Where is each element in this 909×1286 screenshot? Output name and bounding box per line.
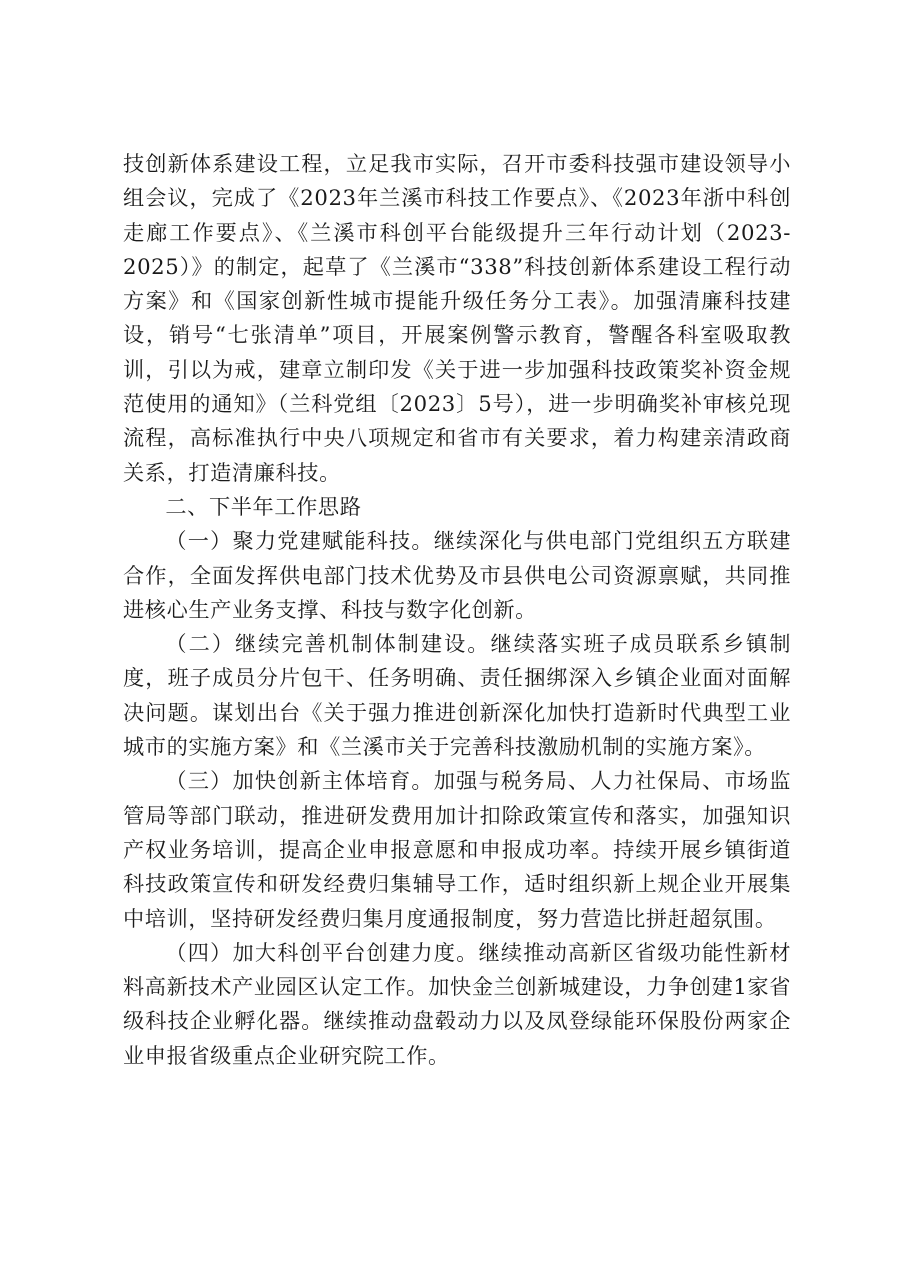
document-page <box>123 147 791 1073</box>
body-paragraph: （四）加大科创平台创建力度。继续推动高新区省级功能性新材料高新技术产业园区认定工作。加快金兰创新城建设，力争创建1家省级科技企业孵化器。继续推动盘毂动力以及凤登绿能环保股份两家企业申报省级重点企业研究院工作。 <box>123 939 791 1068</box>
section-heading: 二、下半年工作思路 <box>165 493 362 519</box>
body-paragraph: （二）继续完善机制体制建设。继续落实班子成员联系乡镇制度，班子成员分片包干、任务明确、责任捆绑深入乡镇企业面对面解决问题。谋划出台《关于强力推进创新深化加快打造新时代典型工业城市的实施方案》和《兰溪市关于完善科技激励机制的实施方案》。 <box>123 631 791 760</box>
body-paragraph: （一）聚力党建赋能科技。继续深化与供电部门党组织五方联建合作，全面发挥供电部门技术优势及市县供电公司资源禀赋，共同推进核心生产业务支撑、科技与数字化创新。 <box>123 528 791 622</box>
body-paragraph: （三）加快创新主体培育。加强与税务局、人力社保局、市场监管局等部门联动，推进研发费用加计扣除政策宣传和落实，加强知识产权业务培训，提高企业申报意愿和申报成功率。持续开展乡镇街道科技政策宣传和研发经费归集辅导工作，适时组织新上规企业开展集中培训，坚持研发经费归集月度通报制度，努力营造比拼赶超氛围。 <box>123 768 791 931</box>
body-paragraph: 技创新体系建设工程，立足我市实际，召开市委科技强市建设领导小组会议，完成了《2023年兰溪市科技工作要点》、《2023年浙中科创走廊工作要点》、《兰溪市科创平台能级提升三年行动计划（2023-2025）》的制定，起草了《兰溪市“338”科技创新体系建设工程行动方案》和《国家创新性城市提能升级任务分工表》。加强清廉科技建设，销号“七张清单”项目，开展案例警示教育，警醒各科室吸取教训，引以为戒，建章立制印发《关于进一步加强科技政策奖补资金规范使用的通知》（兰科党组〔2023〕5号），进一步明确奖补审核兑现流程，高标准执行中央八项规定和省市有关要求，着力构建亲清政商关系，打造清廉科技。 <box>123 151 791 485</box>
